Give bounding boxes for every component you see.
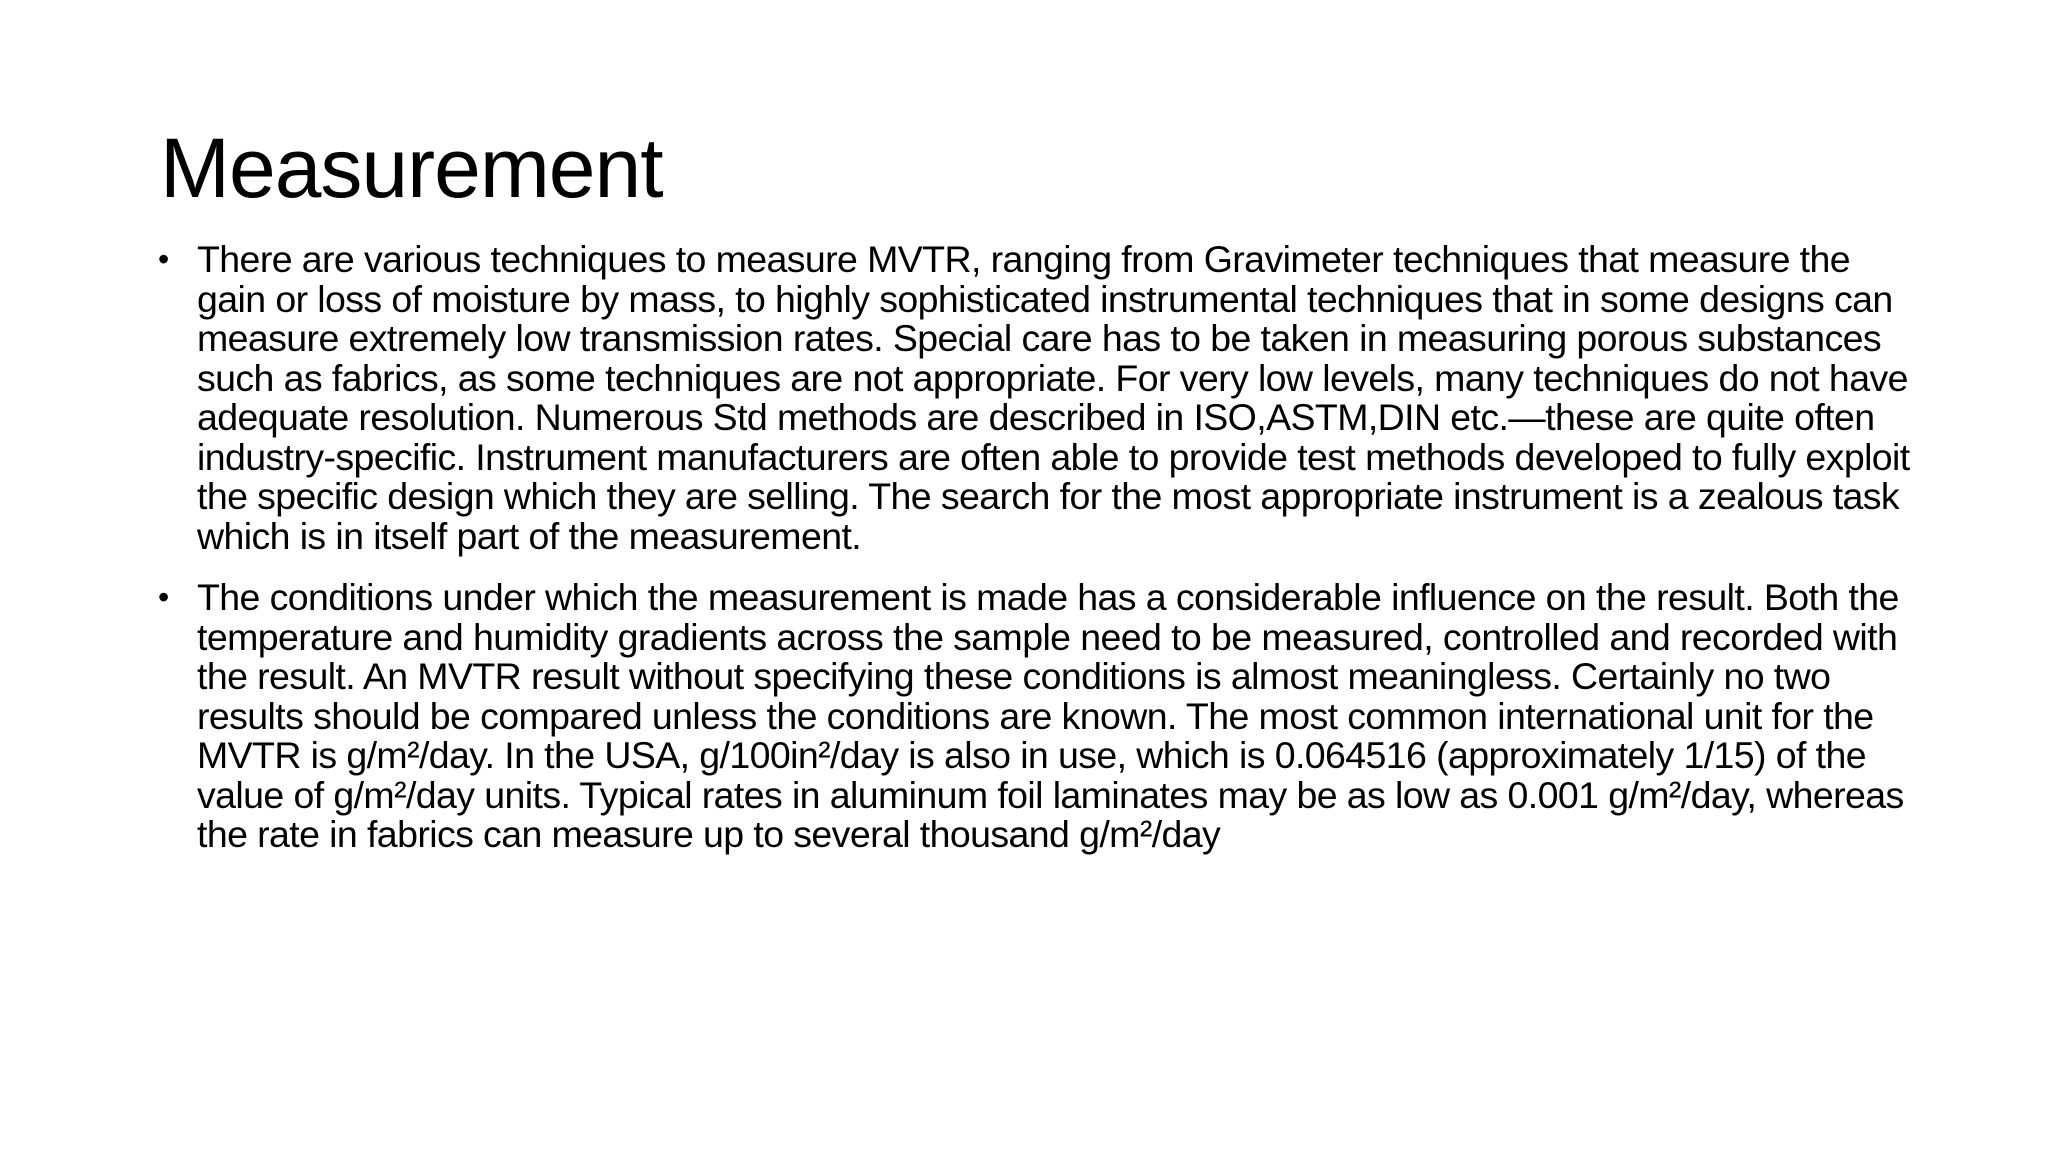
bullet-list — [160, 240, 1920, 877]
bullet-text: There are various techniques to measure MVTR, ranging from Gravimeter techniques that measure the gain or loss of moisture by mass, to highly sophisticated instrumental techniques that in some designs can measure extremely low transmission rates. Special care has to be taken in measuring porous substances such as fabrics, as some techniques are not appropriate. For very low levels, many techniques do not have adequate resolution. Numerous Std methods are described in ISO,ASTM,DIN etc.—these are quite often industry-specific. Instrument manufacturers are often able to provide test methods developed to fully exploit the specific design which they are selling. The search for the most appropriate instrument is a zealous task which is in itself part of the measurement. — [197, 238, 1910, 557]
bullet-item — [160, 240, 1920, 556]
bullet-marker: • — [158, 241, 169, 277]
slide-title: Measurement — [160, 121, 663, 215]
bullet-text: The conditions under which the measurement is made has a considerable influence on the result. Both the temperature and humidity gradients across the sample need to be measured, controlled and recorded with the result. An MVTR result without specifying these conditions is almost meaningless. Certainly no two results should be compared unless the conditions are known. The most common international unit for the MVTR is g/m²/day. In the USA, g/100in²/day is also in use, which is 0.064516 (approximately 1/15) of the value of g/m²/day units. Typical rates in aluminum foil laminates may be as low as 0.001 g/m²/day, whereas the rate in fabrics can measure up to several thousand g/m²/day — [197, 576, 1904, 855]
bullet-marker: • — [158, 579, 169, 615]
bullet-item — [160, 578, 1920, 855]
